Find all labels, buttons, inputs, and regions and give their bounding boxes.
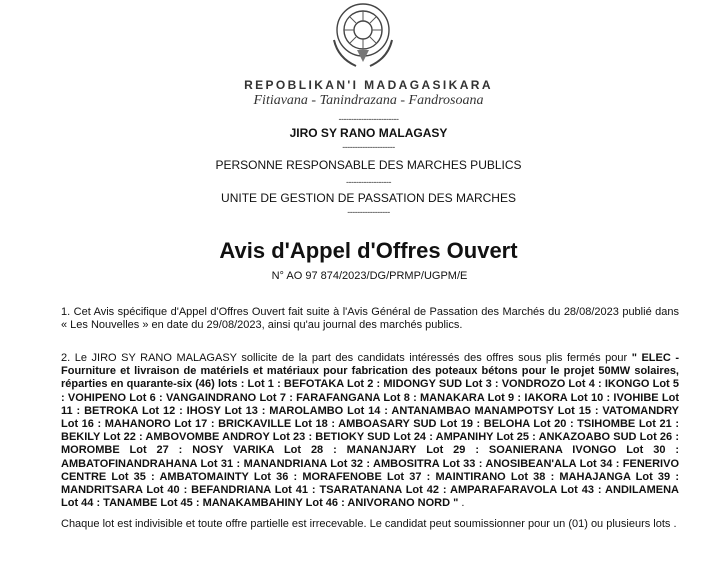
paragraph-1: 1. Cet Avis spécifique d'Appel d'Offres Ouvert fait suite à l'Avis Général de Passation des Marchés du 28/08/2023 publié dans « Les Nouvelles » en date du 29/08/2023, ainsi qu'au journal des marchés publics. <box>61 306 679 331</box>
responsible-person-heading: PERSONNE RESPONSABLE DES MARCHES PUBLICS <box>215 158 522 172</box>
management-unit-heading: UNITE DE GESTION DE PASSATION DES MARCHES <box>221 191 516 205</box>
paragraph-2-lots-list: " ELEC - Fourniture et livraison de matériels et matériaux pour fabrication des poteaux bétons pour le projet 50MW solaires, réparties en quarante-six (46) lots : Lot 1 : BEFOTAKA Lot 2 : MIDONGY SUD Lot 3 : VONDROZO Lot 4 : IKONGO Lot 5 : VOHIPENO Lot 6 : VANGAINDRANO Lot 7 : FARAFANGANA Lot 8 : MANAKARA Lot 9 : IAKORA Lot 10 : IVOHIBE Lot 11 : BETROKA Lot 12 : IHOSY Lot 13 : MAROLAMBO Lot 14 : ANTANAMBAO MANAMPOTSY Lot 15 : VATOMANDRY Lot 16 : MAHANORO Lot 17 : BRICKAVILLE Lot 18 : AMBOASARY SUD Lot 19 : BELOHA Lot 20 : TSIHOMBE Lot 21 : BEKILY Lot 22 : AMBOVOMBE ANDROY Lot 23 : BETIOKY SUD Lot 24 : AMPANIHY Lot 25 : ANKAZOABO SUD Lot 26 : MOROMBE Lot 27 : NOSY VARIKA Lot 28 : MANANJARY Lot 29 : SOANIERANA IVONGO Lot 30 : AMBATOFINANDRAHANA Lot 31 : MANANDRIANA Lot 32 : AMBOSITRA Lot 33 : ANOSIBEAN'ALA Lot 34 : FENERIVO CENTRE Lot 35 : AMBATOMAINTY Lot 36 : MORAFENOBE Lot 37 : MAINTIRANO Lot 38 : MAHAJANGA Lot 39 : MANDRITSARA Lot 40 : BEFANDRIANA Lot 41 : TSARATANANA Lot 42 : AMPARAFARAVOLA Lot 43 : ANDILAMENA Lot 44 : TANAMBE Lot 45 : MANAKAMBAHINY Lot 46 : ANIVORANO NORD " <box>61 352 680 510</box>
republic-motto: Fitiavana - Tanindrazana - Fandrosoana <box>253 93 484 108</box>
notice-title: Avis d'Appel d'Offres Ouvert <box>219 238 518 263</box>
separator-1: ------------------------ <box>338 114 399 124</box>
separator-3: ------------------ <box>346 177 391 187</box>
republic-name: REPOBLIKAN'I MADAGASIKARA <box>244 78 493 92</box>
republic-seal-emblem <box>324 0 402 72</box>
paragraph-2 <box>61 352 679 510</box>
separator-2: --------------------- <box>342 142 395 152</box>
paragraph-2-end: . <box>458 497 465 510</box>
separator-4: ----------------- <box>347 207 390 217</box>
organization-name: JIRO SY RANO MALAGASY <box>289 126 448 140</box>
paragraph-3: Chaque lot est indivisible et toute offre partielle est irrecevable. Le candidat peut soumissionner pour un (01) ou plusieurs lots . <box>61 518 677 530</box>
paragraph-2-intro: 2. Le JIRO SY RANO MALAGASY sollicite de la part des candidats intéressés des offres sous plis fermés pour <box>61 352 632 364</box>
notice-reference: N° AO 97 874/2023/DG/PRMP/UGPM/E <box>271 270 468 282</box>
